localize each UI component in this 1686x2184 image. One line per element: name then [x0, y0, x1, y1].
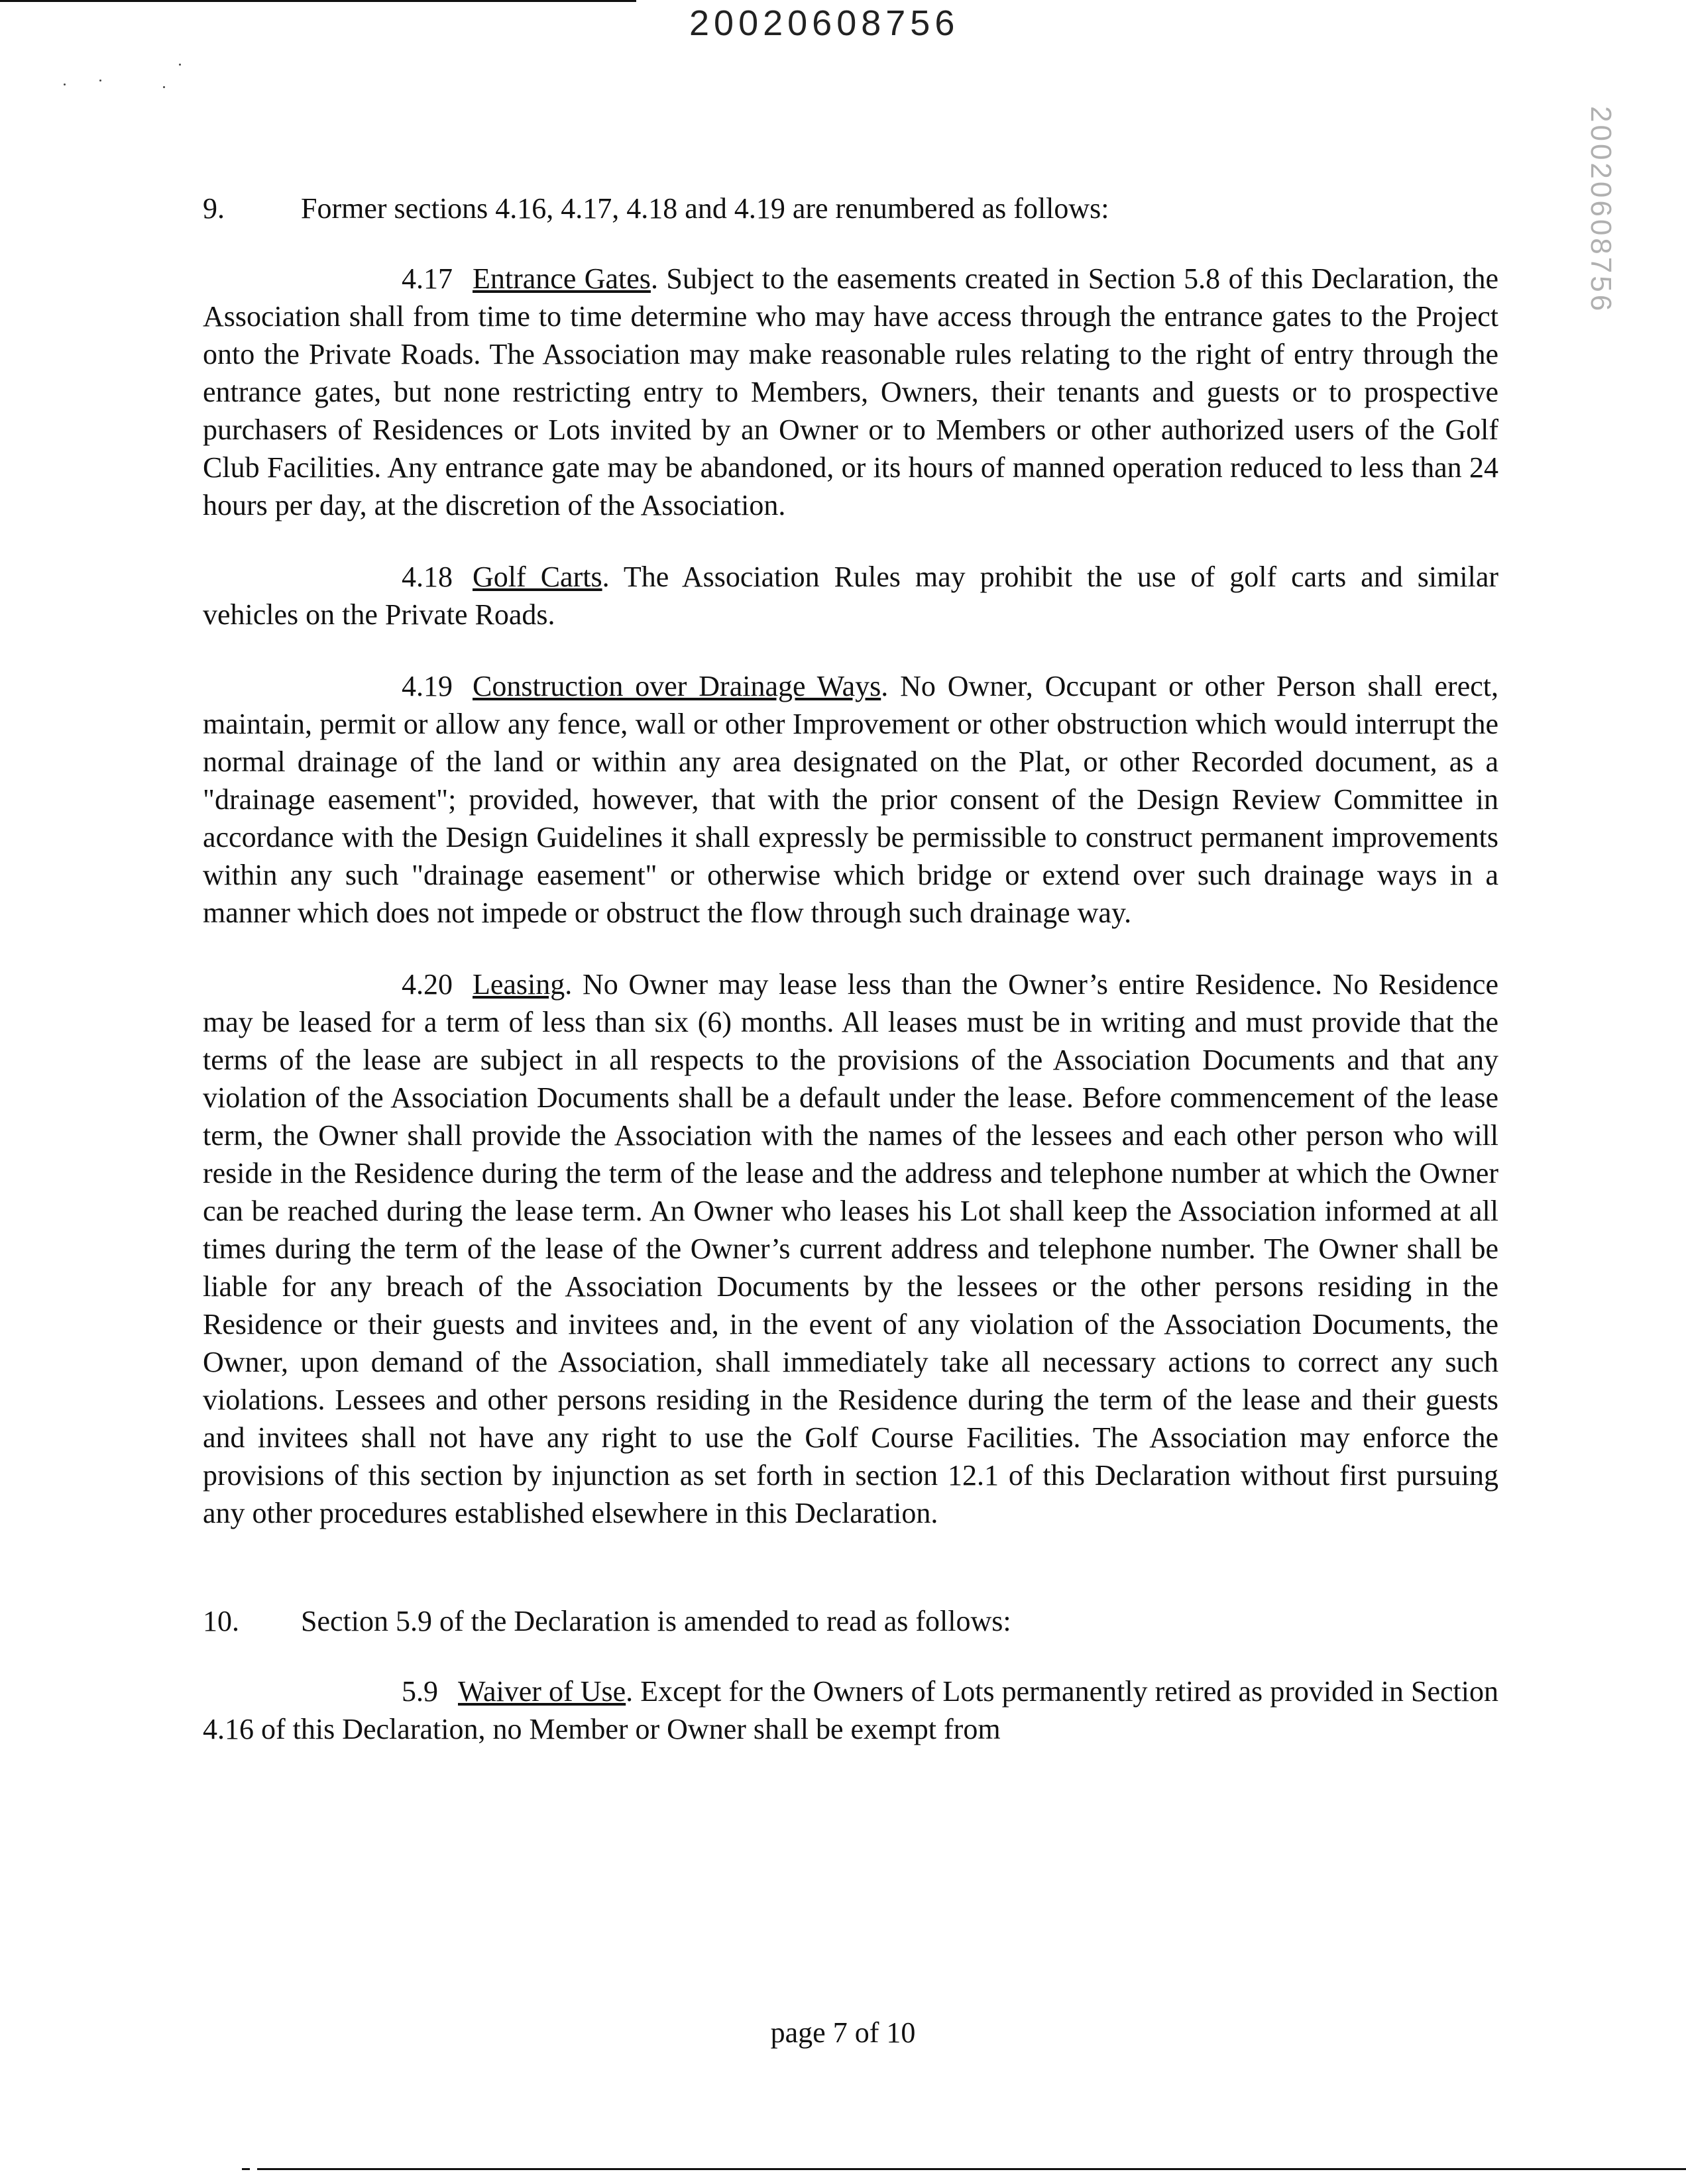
bottom-dash — [242, 2168, 250, 2170]
scan-speck — [99, 80, 101, 82]
section-4-17 — [203, 260, 1498, 524]
document-number: 20020608756 — [689, 3, 960, 43]
page-number: page 7 of 10 — [770, 2016, 916, 2049]
item-text: Former sections 4.16, 4.17, 4.18 and 4.19 are renumbered as follows: — [301, 192, 1109, 225]
section-title: Construction over Drainage Ways — [473, 670, 881, 702]
document-body — [203, 190, 1498, 1748]
section-body: . No Owner may lease less than the Owner’s entire Residence. No Residence may be leased for a term of less than six (6) months. All leases must be in writing and must provide that the terms of the lease are subject in all respects to the provisions of the Association Documents and that any violation of the Association Documents shall be a default under the lease. Before commencement of the lease term, the Owner shall provide the Association with the names of the lessees and each other person who will reside in the Residence during the term of the lease and the address and telephone number at which the Owner can be reached during the lease term. An Owner who leases his Lot shall keep the Association informed at all times during the term of the lease of the Owner’s current address and telephone number. The Owner shall be liable for any breach of the Association Documents by the lessees or the other persons residing in the Residence or their guests and invitees and, in the event of any violation of the Association Documents, the Owner, upon demand of the Association, shall immediately take all necessary actions to correct any such violations. Lessees and other persons residing in the Residence during the term of the lease and their guests and invitees shall not have any right to use the Golf Course Facilities. The Association may enforce the provisions of this section by injunction as set forth in section 12.1 of this Declaration without first pursuing any other procedures established elsewhere in this Declaration. — [203, 968, 1498, 1529]
section-body: . Subject to the easements created in Section 5.8 of this Declaration, the Association shall from time to time determine who may have access through the entrance gates to the Project onto the Private Roads. The Association may make reasonable rules relating to the right of entry through the entrance gates, but none restricting entry to Members, Owners, their tenants and guests or to prospective purchasers of Residences or Lots invited by an Owner or to Members or other authorized users of the Golf Club Facilities. Any entrance gate may be abandoned, or its hours of manned operation reduced to less than 24 hours per day, at the discretion of the Association. — [203, 262, 1498, 521]
section-number: 5.9 — [402, 1675, 438, 1708]
section-body: . The Association Rules may prohibit the use of golf carts and similar vehicles on the Private Roads. — [203, 561, 1499, 631]
section-title: Leasing — [473, 968, 565, 1001]
section-title: Waiver of Use — [458, 1675, 626, 1708]
section-5-9 — [203, 1672, 1498, 1748]
top-rule — [0, 0, 636, 2]
section-title: Golf Carts — [473, 561, 602, 593]
section-title: Entrance Gates — [473, 262, 651, 295]
scan-speck — [64, 83, 66, 85]
side-stamp: 20020608756 — [1585, 106, 1617, 314]
section-4-20 — [203, 965, 1498, 1532]
scan-speck — [179, 64, 181, 66]
section-number: 4.18 — [402, 561, 453, 593]
section-4-19 — [203, 667, 1498, 932]
section-number: 4.19 — [402, 670, 453, 702]
section-body: . No Owner, Occupant or other Person shall erect, maintain, permit or allow any fence, wall or other Improvement or other obstruction which would interrupt the normal drainage of the land or within any area designated on the Plat, or other Recorded document, as a "drainage easement"; provided, however, that with the prior consent of the Design Review Committee in accordance with the Design Guidelines it shall expressly be permissible to construct permanent improvements within any such "drainage easement" or otherwise which bridge or extend over such drainage ways in a manner which does not impede or obstruct the flow through such drainage way. — [203, 670, 1498, 929]
scan-speck — [163, 86, 165, 88]
item-9 — [203, 190, 1498, 228]
section-body: . Except for the Owners of Lots permanently retired as provided in Section 4.16 of this Declaration, no Member or Owner shall be exempt from — [203, 1675, 1498, 1745]
section-number: 4.20 — [402, 968, 453, 1001]
item-number: 10. — [203, 1605, 239, 1637]
item-text: Section 5.9 of the Declaration is amended to read as follows: — [301, 1605, 1011, 1637]
section-4-18 — [203, 558, 1498, 633]
item-number: 9. — [203, 192, 225, 225]
section-number: 4.17 — [402, 262, 453, 295]
bottom-rule — [257, 2168, 1686, 2170]
item-10 — [203, 1602, 1498, 1641]
